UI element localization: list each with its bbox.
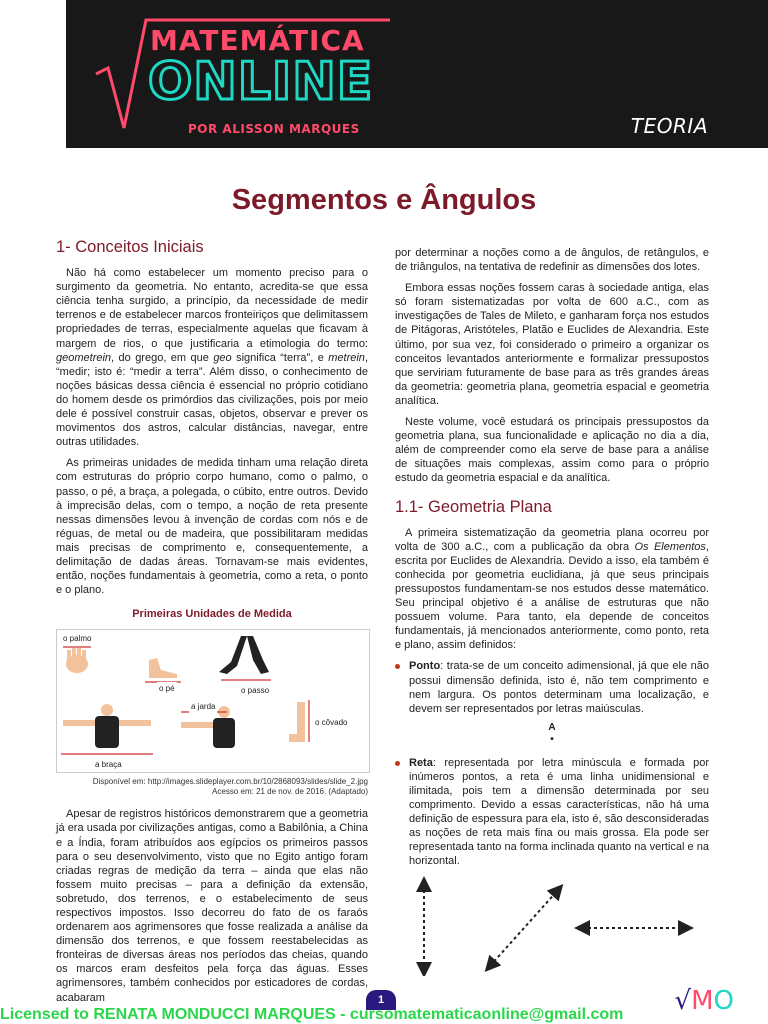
list-item xyxy=(395,659,709,715)
paragraph: Embora essas noções fossem caras à sociedade antiga, elas só foram sistematizadas por volta de 600 a.C., com as investigações de Tales de Mileto, e ganharam força nos estudos de Pitágoras, Aristóteles, Platão e Euclides de Alexandria. Este último, por sua vez, foi considerado o primeiro a organizar os conceitos levantados anteriormente e formalizar pressupostos que serviriam futuramente de base para as três grandes áreas da geometria: geometria plana, geometria espacial e geometria analítica. xyxy=(395,282,709,407)
figure-source xyxy=(56,777,368,797)
left-column xyxy=(56,240,368,1012)
right-column xyxy=(395,246,709,875)
figure-title: Primeiras Unidades de Medida xyxy=(132,608,292,621)
paragraph: por determinar a noções como a de ângulos, de retângulos, e de triângulos, na tentativa de redefinir as dimensões dos lotes. xyxy=(395,247,709,274)
page-header xyxy=(66,0,768,148)
section-heading: 1- Conceitos Iniciais xyxy=(56,238,204,256)
label-jarda: a jarda xyxy=(189,700,217,714)
brand-line-2: ONLINE xyxy=(148,52,374,112)
label-pe: o pé xyxy=(157,682,177,696)
text-italic: Os Elementos xyxy=(634,540,706,553)
definition-text: : trata-se de um conceito adimensional, já que ele não possui dimensão definida, isto é, não tem comprimento e nem largura. Os pontos determinam uma localização, e devem ser representados por letras maiúsculas. xyxy=(409,660,709,715)
point-example xyxy=(395,722,709,746)
term-reta: Reta xyxy=(409,756,433,769)
brand-line-1: MATEMÁTICA xyxy=(150,24,365,57)
page-number: 1 xyxy=(366,990,396,1010)
text-run: , do grego, em que xyxy=(111,351,214,364)
term-ponto: Ponto xyxy=(409,660,441,673)
paragraph xyxy=(395,526,709,653)
brand-logo xyxy=(94,6,394,146)
section-label: TEORIA xyxy=(630,114,708,138)
paragraph: As primeiras unidades de medida tinham uma relação direta com estruturas do próprio corpo humano, como o palmo, o passo, o pé, a braça, a polegada, o cúbito, entre outros. Devido à imprecisão delas, com o tempo, a noção de reta presente nessas dimensões levou à invenção de cordas com nós e de réguas, de metal ou de madeira, que possibilitaram medidas mais precisas de comprimento e, consequentemente, a delimitação de dadas áreas. Tornavam-se mais evidentes, então, noções fundamentais à geometria, como a reta, o ponto e o plano. xyxy=(56,457,368,597)
line-examples xyxy=(410,876,710,976)
figure-source-access: Acesso em: 21 de nov. de 2016. (Adaptado) xyxy=(212,787,368,797)
label-palmo: o palmo xyxy=(61,632,93,646)
text-run: , “medir; isto é: “medir a terra”. Além disso, o conhecimento de noções básicas dessa ciência é essencial no próprio cotidiano do homem desde os primórdios das civilizações, pois por meio dele é possível construir casas, objetos, observar e prever os movimentos dos astros, calcular distâncias, navegar, entre outras utilidades. xyxy=(56,351,368,449)
definition-list xyxy=(395,659,709,715)
list-item xyxy=(395,756,709,869)
paragraph xyxy=(56,266,368,449)
footer-logo-m: M xyxy=(691,986,714,1016)
measurement-figure xyxy=(56,629,370,773)
paragraph: Neste volume, você estudará os principais pressupostos da geometria plana, sua funcionalidade e aplicação no dia a dia, além de compreender como ela serve de base para a análise de situações mais complexas, assim como para o próprio estudo da geometria espacial e da analítica. xyxy=(395,416,709,485)
paragraph: Apesar de registros históricos demonstrarem que a geometria já era usada por civilizações antigas, como a Babilônia, a China e a Índia, foram atribuídos aos egípcios os primeiros passos para o seu desenvolvimento, visto que no Egito antigo foram criadas regras de medição da terra – ainda que elas não fossem muito precisas – para a definição da extensão, sobretudo, dos terrenos, e o estabelecimento de seus respectivos impostos. Isso decorreu do fato de os faraós ordenarem aos agrimensores que fosse realizada a análise da dimensão dos terrenos, e que fossem reestabelecidas as fronteiras de diversas áreas nos períodos das cheias, quando os marcos eram desfeitos pela força das águas. Esses agrimensores, também conhecidos por esticadores de cordas, acabaram xyxy=(56,808,368,1004)
subsection-heading: 1.1- Geometria Plana xyxy=(395,497,552,516)
footer-logo: √MO xyxy=(674,986,734,1016)
point-dot: • xyxy=(550,733,554,745)
label-braca: a braça xyxy=(93,758,124,772)
text-run: Não há como estabelecer um momento preciso para o surgimento da geometria. No entanto, acredita-se que essa ciência tenha surgido, a princípio, da necessidade de medir terrenos e de estabelecer marcos fronteiriços que delimitassem propriedades de terras, especialmente aquelas que ficavam à margem de rios, o que justificaria a etimologia do termo: xyxy=(56,267,368,350)
text-run: significa “terra”, e xyxy=(231,351,329,364)
footer-logo-o: O xyxy=(713,986,734,1016)
definition-text: : representada por letra minúscula e formada por inúmeros pontos, a reta é uma linha unidimensional e ilimitada, pois tem a dimensão determinada por seu comprimento. Devido a essas características, não há uma definição de espessura para ela, isto é, são desconsideradas as noções de reta mais fina ou mais grossa. Ela pode ser representada tanto na forma inclinada quanto na vertical e na horizontal. xyxy=(409,756,709,868)
page-title: Segmentos e Ângulos xyxy=(231,184,537,216)
license-watermark: Licensed to RENATA MONDUCCI MARQUES - cursomatematicaonline@gmail.com xyxy=(0,1006,624,1023)
definition-list xyxy=(395,756,709,869)
text-italic: geometrein xyxy=(56,351,112,364)
label-covado: o côvado xyxy=(313,716,349,730)
point-label: A xyxy=(548,721,556,733)
text-run: , escrita por Euclides de Alexandria. Devido a isso, ela também é conhecida por geometria euclidiana, já que seus principais pressupostos fundamentam-se nos estudos desse matemático. Seu principal objetivo é a análise de estruturas que não possuem volume. Para tanto, ela depende de conceitos fundamentais, já mencionados anteriormente, como ponto, reta e plano, assim definidos: xyxy=(395,540,709,652)
inclined-line xyxy=(490,890,558,966)
brand-line-3: POR ALISSON MARQUES xyxy=(188,122,360,136)
text-italic: geo xyxy=(213,351,232,364)
text-italic: metrein xyxy=(328,351,365,364)
label-passo: o passo xyxy=(239,684,271,698)
text-run: A primeira sistematização da geometria plana ocorreu por volta de 300 a.C., com a publicação da obra xyxy=(395,526,709,553)
figure-source-url: Disponível em: http://images.slideplayer.com.br/10/2868093/slides/slide_2.jpg xyxy=(92,777,368,787)
